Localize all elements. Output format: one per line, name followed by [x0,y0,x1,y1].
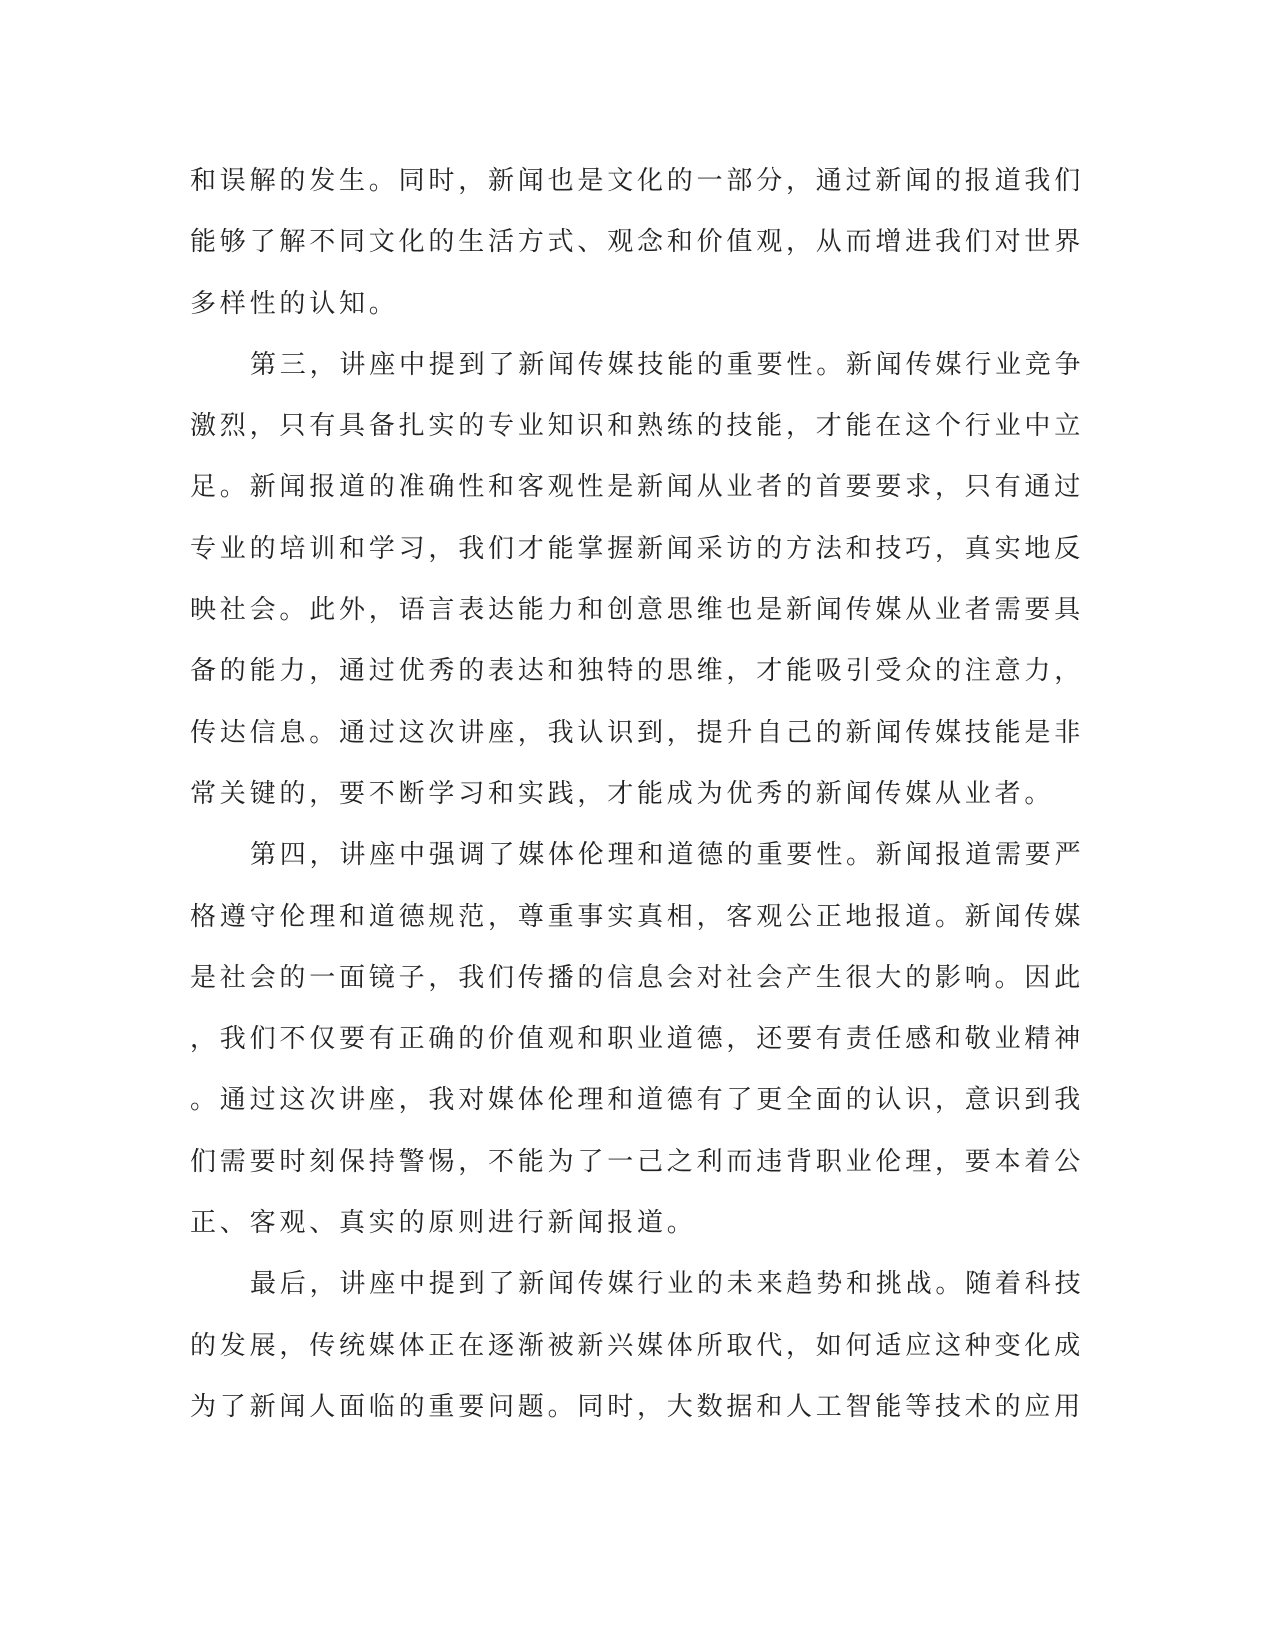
text-line: 多样性的认知。 [190,288,399,319]
text-line: 们需要时刻保持警惕，不能为了一己之利而违背职业伦理，要本着公 [190,1146,1085,1177]
text-line: 是社会的一面镜子，我们传播的信息会对社会产生很大的影响。因此 [190,962,1085,993]
text-line: 备的能力，通过优秀的表达和独特的思维，才能吸引受众的注意力， [190,656,1085,687]
text-line: 正、客观、真实的原则进行新闻报道。 [190,1208,697,1239]
text-line: ，我们不仅要有正确的价值观和职业道德，还要有责任感和敬业精神 [190,1024,1085,1055]
text-line: 为了新闻人面临的重要问题。同时，大数据和人工智能等技术的应用 [190,1391,1085,1422]
text-line: 和误解的发生。同时，新闻也是文化的一部分，通过新闻的报道我们 [190,166,1085,196]
text-line: 的发展，传统媒体正在逐渐被新兴媒体所取代，如何适应这种变化成 [190,1330,1085,1361]
paragraph-first-line: 第三，讲座中提到了新闻传媒技能的重要性。新闻传媒行业竞争 [250,349,1085,380]
paragraph-first-line: 第四，讲座中强调了媒体伦理和道德的重要性。新闻报道需要严 [250,840,1085,871]
text-line: 专业的培训和学习，我们才能掌握新闻采访的方法和技巧，真实地反 [190,533,1085,564]
text-line: 激烈，只有具备扎实的专业知识和熟练的技能，才能在这个行业中立 [190,411,1085,442]
text-line: 常关键的，要不断学习和实践，才能成为优秀的新闻传媒从业者。 [190,778,1055,809]
text-line: 足。新闻报道的准确性和客观性是新闻从业者的首要要求，只有通过 [190,472,1085,503]
text-line: 格遵守伦理和道德规范，尊重事实真相，客观公正地报道。新闻传媒 [190,901,1085,932]
text-line: 传达信息。通过这次讲座，我认识到，提升自己的新闻传媒技能是非 [190,717,1085,748]
text-line: 能够了解不同文化的生活方式、观念和价值观，从而增进我们对世界 [190,227,1085,258]
text-line: 。通过这次讲座，我对媒体伦理和道德有了更全面的认识，意识到我 [190,1085,1085,1116]
paragraph-first-line: 最后，讲座中提到了新闻传媒行业的未来趋势和挑战。随着科技 [250,1269,1085,1300]
text-line: 映社会。此外，语言表达能力和创意思维也是新闻传媒从业者需要具 [190,595,1085,626]
document-body [190,151,1085,1438]
